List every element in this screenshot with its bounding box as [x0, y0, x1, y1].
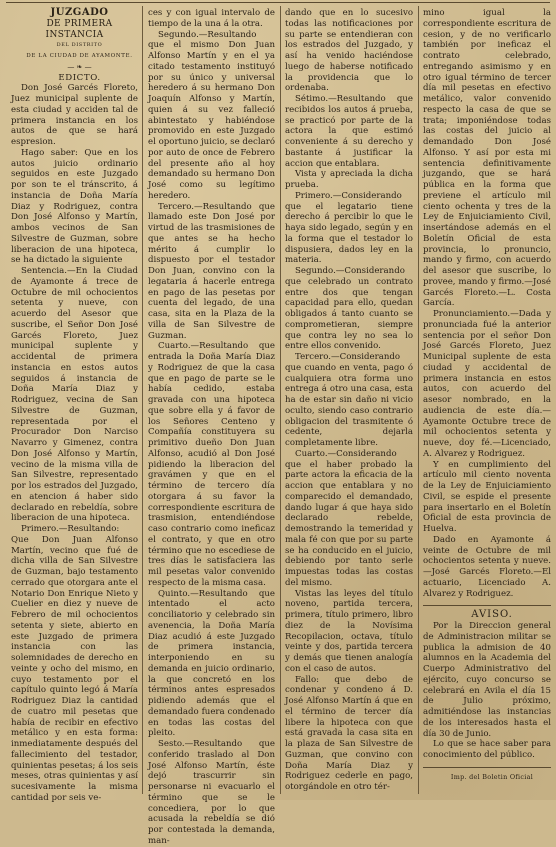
top-rule [6, 2, 550, 3]
edict-title: EDICTO. [58, 72, 101, 83]
paragraph: Don José Garcés Floreto, Juez municipal suplente de esta ciudad y acciden tal de primera instancia en los autos de que se hará espresion. [11, 83, 138, 147]
aviso-title: AVISO. [471, 609, 513, 621]
column-2 [148, 8, 275, 846]
ornament: — ❧ — [67, 62, 92, 71]
paragraph: mino igual la correspondiente escritura de cesion, y de no verificarlo también por ineficaz el contrato celebrado, entregando asimismo y en otro igual término de tercer día mil pesetas en efectivo metálico, valor convenido respecto la casa de que se trata; imponiéndose todas las costas del juicio al demandado Don José Alfonso. Y así por esta mi sentencia definitivamente juzgando, que se hará pública en la forma que previene el artículo mil ciento ochenta y tres de la Ley de Enjuiciamiento Civil, insertándose además en el Boletín Oficial de esta provincia, lo pronuncio, mando y firmo, con acuerdo del asesor que suscribe, lo provee, mando y firmo.—José Garcés Floreto.—L. Costa García. [423, 8, 551, 309]
paragraph: Primero.—Resultando: Que Don Juan Alfonso Martín, vecino que fué de dicha villa de San Silvestre de Guzman, bajo testamento cerrado que otorgara ante el Notario Don Enrique Nieto y Cuelier en diez y nueve de Febrero de mil ochocientos setenta y siete, abierto en este Juzgado de primera instancia con las solemnidades de derecho en veinte y ocho del mismo, en cuyo testamento por el capítulo quinto legó á María Rodriguez Diaz la cantidad de cuatro mil pesetas que había de recibir en efectivo metálico y en esta forma: inmediatamente después del fallecimiento del testador, quinientas pesetas; á los seis meses, otras quinientas y así sucesivamente la misma cantidad por seis ve- [11, 524, 138, 803]
paragraph: Vista y apreciada la dicha prueba. [285, 169, 413, 190]
paragraph: ces y con igual intervalo de tiempo de la una á la otra. [148, 8, 275, 29]
section-divider [423, 767, 551, 768]
paragraph: Sesto.—Resultando que conferido traslado al Don José Alfonso Martín, éste dejó trascurrir sin personarse ni evacuarlo el término que se le concediera, por lo que acusada la rebeldía se dió por contestada la demanda, man- [148, 739, 275, 846]
paragraph: Primero.—Considerando que el legatario tiene derecho á percibir lo que le haya sido legado, según y en la forma que el testador lo dispusiera, dados ley en la materia. [285, 190, 413, 266]
paragraph: Dado en Ayamonte á veinte de Octubre de mil ochocientos setenta y nueve.—José Garcés Floreto.—El actuario, Licenciado A. Alvarez y Rodriguez. [423, 534, 551, 599]
paragraph: Sentencia.—En la Ciudad de Ayamonte á trece de Octubre de mil ochocientos setenta y nueve, con acuerdo del Asesor que suscribe, el Señor Don José Garcés Floreto, Juez municipal suplente y accidental de primera instancia en estos autos seguidos á instancia de Doña María Diaz y Rodriguez, vecina de San Silvestre de Guzman, representada por el Procurador Don Narciso Navarro y Gimenez, contra Don José Alfonso y Martín, vecino de la misma villa de San Silvestre, representado por los estrados del Juzgado, en atencion á haber sido declarado en rebeldía, sobre liberacion de una hipoteca. [11, 266, 138, 524]
paragraph: Segundo.—Considerando que celebrado un contrato entre dos que tengan capacidad para ello, quedan obligados á tanto cuanto se comprometieran, siempre que contra ley no sea lo entre ellos convenido. [285, 266, 413, 352]
paragraph: Hago saber: Que en los autos juicio ordinario seguidos en este Juzgado por son te el tránscrito, á instancia de Doña María Diaz y Rodriguez, contra Don José Alfonso y Martín, ambos vecinos de San Silvestre de Guzman, sobre liberacion de una hipoteca, se ha dictado la siguiente [11, 147, 138, 266]
paragraph: dando que en lo sucesivo todas las notificaciones por su parte se entendieran con los estrados del Juzgado, y así ha venido haciéndose luego de haberse notificado la providencia que lo ordenaba. [285, 8, 413, 94]
header-primera-instancia: DE PRIMERA INSTANCIA [45, 18, 113, 40]
column-1 [11, 7, 138, 803]
paragraph: Cuarto.—Resultando que entrada la Doña María Diaz y Rodriguez de que la casa que en pago de parte se le había cedido, estaba gravada con una hipoteca que sobre ella y á favor de los Señores Centeno y Compañía constituyera su primitivo dueño Don Juan Alfonso, acudió al Don José pidiendo la liberacion del gravámen y que en el término de tercero día otorgara á su favor la correspondiente escritura de trasmision, entendiéndose caso contrario como ineficaz el contrato, y que en otro término que no escediese de tres días le satisfaciera las mil pesetas valor convenido respecto de la misma casa. [148, 341, 275, 588]
header-juzgado: JUZGADO [50, 7, 109, 18]
header-distrito: DEL DISTRITO [56, 42, 103, 49]
printer-footer: Imp. del Boletin Oficial [450, 772, 534, 781]
section-divider [423, 605, 551, 606]
aviso-text-2: Lo que se hace saber para conocimiento del público. [423, 739, 551, 760]
column-4 [423, 8, 551, 794]
paragraph: Vistas las leyes del título noveno, partida tercera, primera, título primero, libro diez de la Novísima Recopilacion, octava, título veinte y dos, partida tercera y demás que tienen analogía con el caso de autos. [285, 588, 413, 674]
paragraph: Segundo.—Resultando que el mismo Don Juan Alfonso Martín y en el ya citado testamento instituyó por su único y universal heredero á su hermano Don Joaquín Alfonso y Martín, quien á su vez falleció abintestato y habiéndose promovido en este Juzgado el oportuno juicio, se declaró por auto de once de Febrero del presente año al hoy demandado su hermano Don José como su legítimo heredero. [148, 29, 275, 201]
paragraph: Cuarto.—Considerando que el haber probado la parte actora la eficacia de la accion que entablara y no comparecido el demandado, dando lugar á que haya sido declarado rebelde, demostrando la temeridad y mala fé con que por su parte se ha conducido en el juicio, debiendo por tanto serle impuestas todas las costas del mismo. [285, 448, 413, 588]
column-divider [280, 6, 281, 794]
paragraph: Fallo: que debo de condenar y condeno á D. José Alfonso Martín á que en el término de tercer día libere la hipoteca con que está gravada la casa sita en la plaza de San Silvestre de Guzman, que convino con Doña María Diaz y Rodriguez cederle en pago, otorgándole en otro tér- [285, 674, 413, 792]
paragraph: Tercero.—Resultando que llamado este Don José por virtud de las trasmisiones de que antes se ha hecho mérito á cumplir lo dispuesto por el testador Don Juan, convino con la legataria á hacerle entrega en pago de las pesetas por cuenta del legado, de una casa, sita en la Plaza de la villa de San Silvestre de Guzman. [148, 201, 275, 341]
column-divider [142, 6, 143, 794]
column-divider [418, 6, 419, 794]
paragraph: Y en cumplimiento del artículo mil ciento noventa de la Ley de Enjuiciamiento Civil, se espide el presente para insertarlo en el Boletín Oficial de esta provincia de Huelva. [423, 459, 551, 534]
paragraph: Tercero.—Considerando que cuando en venta, pago ó cualquiera otra forma uno entrega á otro una casa, esta ha de estar sin daño ni vicio oculto, siendo caso contrario obligacion del trasmitente ó cedente, dejarla completamente libre. [285, 352, 413, 448]
paragraph: Quinto.—Resultando que intentado el acto conciliatorio y celebrado sin avenencia, la Doña María Diaz acudió á este Juzgado de primera instancia, interponiendo en su demanda en juicio ordinario, la que concretó en los términos antes espresados pidiendo además que el demandado fuera condenado en todas las costas del pleito. [148, 588, 275, 739]
header-ciudad: DE LA CIUDAD DE AYAMONTE. [26, 53, 133, 59]
aviso-text: Por la Direccion general de Administracion militar se publica la admision de 40 alumnos en la Academia del Cuerpo Administrativo del ejército, cuyo concurso se celebrará en Avila el día 15 de Julio próximo, admitiéndose las instancias de los interesados hasta el día 30 de Junio. [423, 621, 551, 739]
paragraph: Sétimo.—Resultando que recibidos los autos á prueba, se practicó por parte de la actora la que estimó conveniente á su derecho y bastante á justificar la accion que entablara. [285, 94, 413, 169]
paragraph: Pronunciamiento.—Dada y pronunciada fué la anterior sentencia por el señor Don José Garcés Floreto, Juez Municipal suplente de esta ciudad y accidental de primera instancia en estos autos, con acuerdo del asesor nombrado, en la audiencia de este día.—Ayamonte Octubre trece de mil ochocientos setenta y nueve, doy fé.—Licenciado, A. Alvarez y Rodriguez. [423, 309, 551, 459]
column-3 [285, 8, 413, 794]
